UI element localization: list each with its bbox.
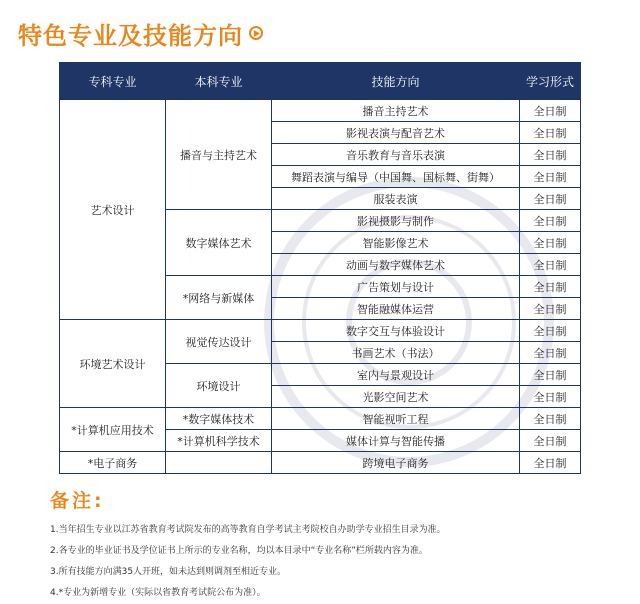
associate-major-cell: 环境艺术设计 [60,320,166,408]
col-header-associate-major: 专科专业 [60,63,166,100]
bachelor-major-cell: 数字媒体艺术 [166,210,272,276]
associate-major-cell: 艺术设计 [60,100,166,320]
associate-major-cell: *电子商务 [60,452,166,474]
bachelor-major-cell: 播音与主持艺术 [166,100,272,210]
mode-cell: 全日制 [520,342,581,364]
bachelor-major-cell: 环境设计 [166,364,272,408]
table-row [60,452,581,474]
mode-cell: 全日制 [520,254,581,276]
page-title-row [18,16,263,50]
mode-cell: 全日制 [520,386,581,408]
bachelor-major-cell: *网络与新媒体 [166,276,272,320]
play-arrow-icon [249,26,263,40]
col-header-study-mode: 学习形式 [520,63,581,100]
skill-cell: 舞蹈表演与编导（中国舞、国标舞、街舞） [272,166,520,188]
table-header-row [60,63,581,100]
skill-cell: 书画艺术（书法） [272,342,520,364]
mode-cell: 全日制 [520,232,581,254]
mode-cell: 全日制 [520,210,581,232]
skill-cell: 播音主持艺术 [272,100,520,122]
skill-cell: 跨境电子商务 [272,452,520,474]
note-item: 1.当年招生专业以江苏省教育考试院发布的高等教育自学考试主考院校自办助学专业招生目录为准。 [50,525,446,535]
col-header-bachelor-major: 本科专业 [166,63,272,100]
associate-major-cell: *计算机应用技术 [60,408,166,452]
note-item: 3.所有技能方向满35人开班，如未达到则调剂至相近专业。 [50,567,287,577]
table-row [60,408,581,430]
table-row [60,320,581,342]
note-item: 2.各专业的毕业证书及学位证书上所示的专业名称，均以本目录中“专业名称”栏所载内容为准。 [50,546,428,556]
bachelor-major-cell: 视觉传达设计 [166,320,272,364]
programs-table [59,62,581,474]
bachelor-major-cell: *计算机科学技术 [166,430,272,452]
mode-cell: 全日制 [520,166,581,188]
notes-list [50,520,620,604]
mode-cell: 全日制 [520,452,581,474]
skill-cell: 音乐教育与音乐表演 [272,144,520,166]
mode-cell: 全日制 [520,320,581,342]
mode-cell: 全日制 [520,364,581,386]
skill-cell: 服装表演 [272,188,520,210]
skill-cell: 智能影像艺术 [272,232,520,254]
skill-cell: 室内与景观设计 [272,364,520,386]
page-title: 特色专业及技能方向 [18,21,243,50]
skill-cell: 广告策划与设计 [272,276,520,298]
mode-cell: 全日制 [520,408,581,430]
skill-cell: 数字交互与体验设计 [272,320,520,342]
skill-cell: 影视摄影与制作 [272,210,520,232]
mode-cell: 全日制 [520,430,581,452]
col-header-skill-direction: 技能方向 [272,63,520,100]
skill-cell: 影视表演与配音艺术 [272,122,520,144]
mode-cell: 全日制 [520,188,581,210]
programs-table-container [59,62,580,474]
mode-cell: 全日制 [520,144,581,166]
skill-cell: 媒体计算与智能传播 [272,430,520,452]
skill-cell: 光影空间艺术 [272,386,520,408]
skill-cell: 动画与数字媒体艺术 [272,254,520,276]
mode-cell: 全日制 [520,298,581,320]
bachelor-major-cell: *数字媒体技术 [166,408,272,430]
skill-cell: 智能融媒体运营 [272,298,520,320]
mode-cell: 全日制 [520,276,581,298]
mode-cell: 全日制 [520,100,581,122]
notes-title: 备注: [50,490,105,512]
table-row [60,100,581,122]
mode-cell: 全日制 [520,122,581,144]
skill-cell: 智能视听工程 [272,408,520,430]
bachelor-major-cell-empty [166,452,272,474]
note-item: 4.*专业为新增专业（实际以省教育考试院公布为准）。 [50,588,266,598]
